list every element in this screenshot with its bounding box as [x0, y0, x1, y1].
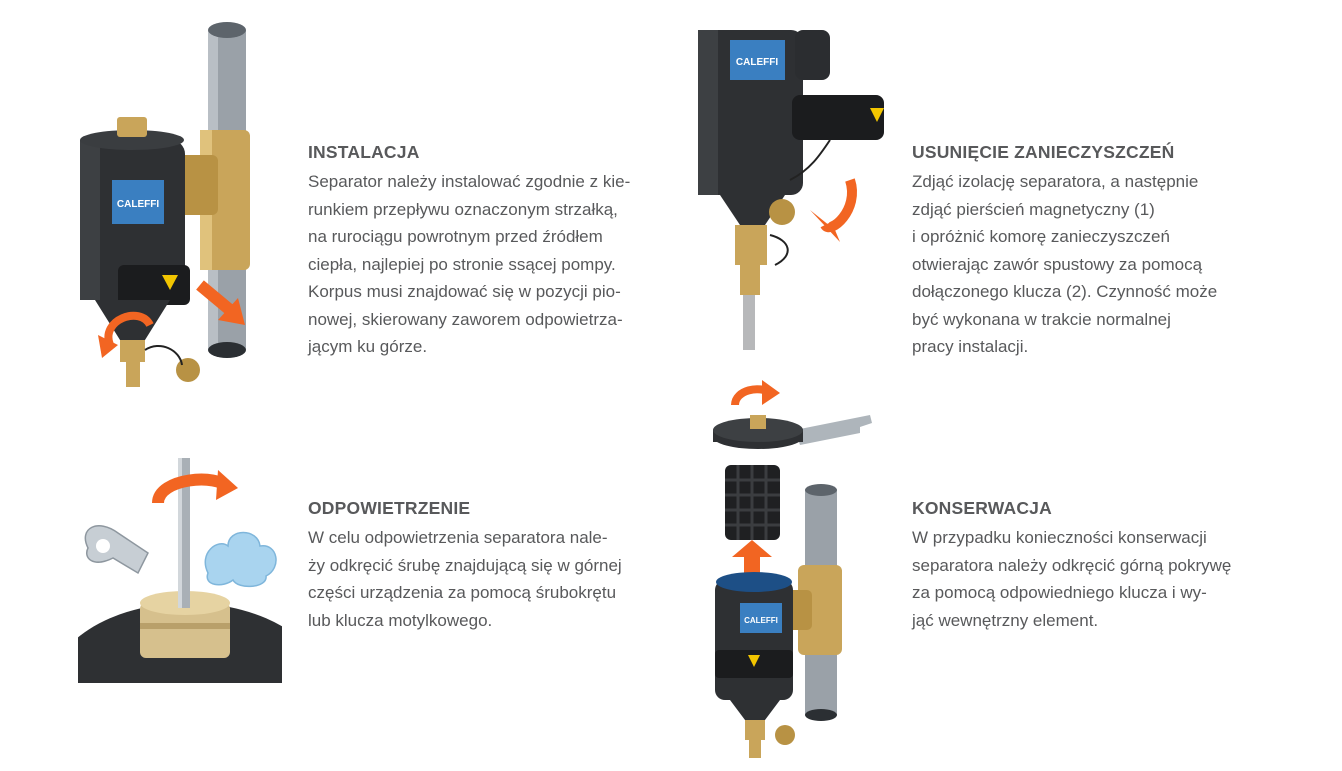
installation-line: na rurociągu powrotnym przed źródłem	[308, 227, 603, 246]
venting-line: lub klucza motylkowego.	[308, 610, 493, 630]
cleaning-line: Zdjąć izolację separatora, a następnie	[912, 172, 1199, 191]
cleaning-title: USUNIĘCIE ZANIECZYSZCZEŃ	[912, 142, 1175, 162]
maintenance-line: za pomocą odpowiedniego klucza i wy-	[912, 583, 1207, 602]
maintenance-line: jąć wewnętrzny element.	[912, 610, 1099, 630]
venting-illustration	[78, 458, 282, 683]
maintenance-line: separatora należy odkręcić górną pokrywę	[912, 555, 1232, 575]
installation-line: nowej, skierowany zaworem odpowietrza-	[308, 309, 623, 329]
venting-line: W celu odpowietrzenia separatora nale-	[308, 528, 608, 547]
cleaning-line: i opróżnić komorę zanieczyszczeń	[912, 227, 1170, 246]
cleaning-line: dołączonego klucza (2). Czynność może	[912, 282, 1218, 301]
cleaning-line: być wykonana w trakcie normalnej	[912, 309, 1171, 329]
installation-section	[308, 140, 630, 361]
installation-title: INSTALACJA	[308, 142, 420, 162]
maintenance-drawing	[700, 375, 880, 765]
cleaning-section	[912, 140, 1217, 361]
brand-label: CALEFFI	[735, 57, 779, 68]
installation-line: jącym ku górze.	[308, 337, 428, 356]
installation-line: runkiem przepływu oznaczonym strzałką,	[308, 199, 618, 219]
drain-cleaning-drawing	[690, 30, 890, 355]
separator-install-drawing	[70, 20, 280, 395]
maintenance-line: W przypadku konieczności konserwacji	[912, 528, 1207, 547]
maintenance-section	[912, 496, 1231, 634]
maintenance-title: KONSERWACJA	[912, 498, 1052, 518]
maintenance-illustration	[700, 375, 880, 765]
brand-label: CALEFFI	[116, 199, 160, 210]
venting-line: ży odkręcić śrubę znajdującą się w górnej	[308, 555, 622, 575]
cleaning-line: otwierając zawór spustowy za pomocą	[912, 254, 1203, 274]
installation-line: Separator należy instalować zgodnie z kie-	[308, 172, 631, 191]
installation-illustration	[70, 20, 280, 395]
cleaning-illustration	[690, 30, 890, 355]
vent-screw-drawing	[78, 458, 282, 683]
venting-section	[308, 496, 622, 634]
cleaning-line: pracy instalacji.	[912, 337, 1029, 356]
brand-label: CALEFFI	[744, 616, 778, 625]
venting-title: ODPOWIETRZENIE	[308, 498, 471, 518]
installation-line: Korpus musi znajdować się w pozycji pio-	[308, 282, 621, 301]
venting-line: części urządzenia za pomocą śrubokrętu	[308, 583, 617, 602]
cleaning-line: zdjąć pierścień magnetyczny (1)	[912, 199, 1155, 219]
installation-line: ciepła, najlepiej po stronie ssącej pompy.	[308, 254, 616, 274]
